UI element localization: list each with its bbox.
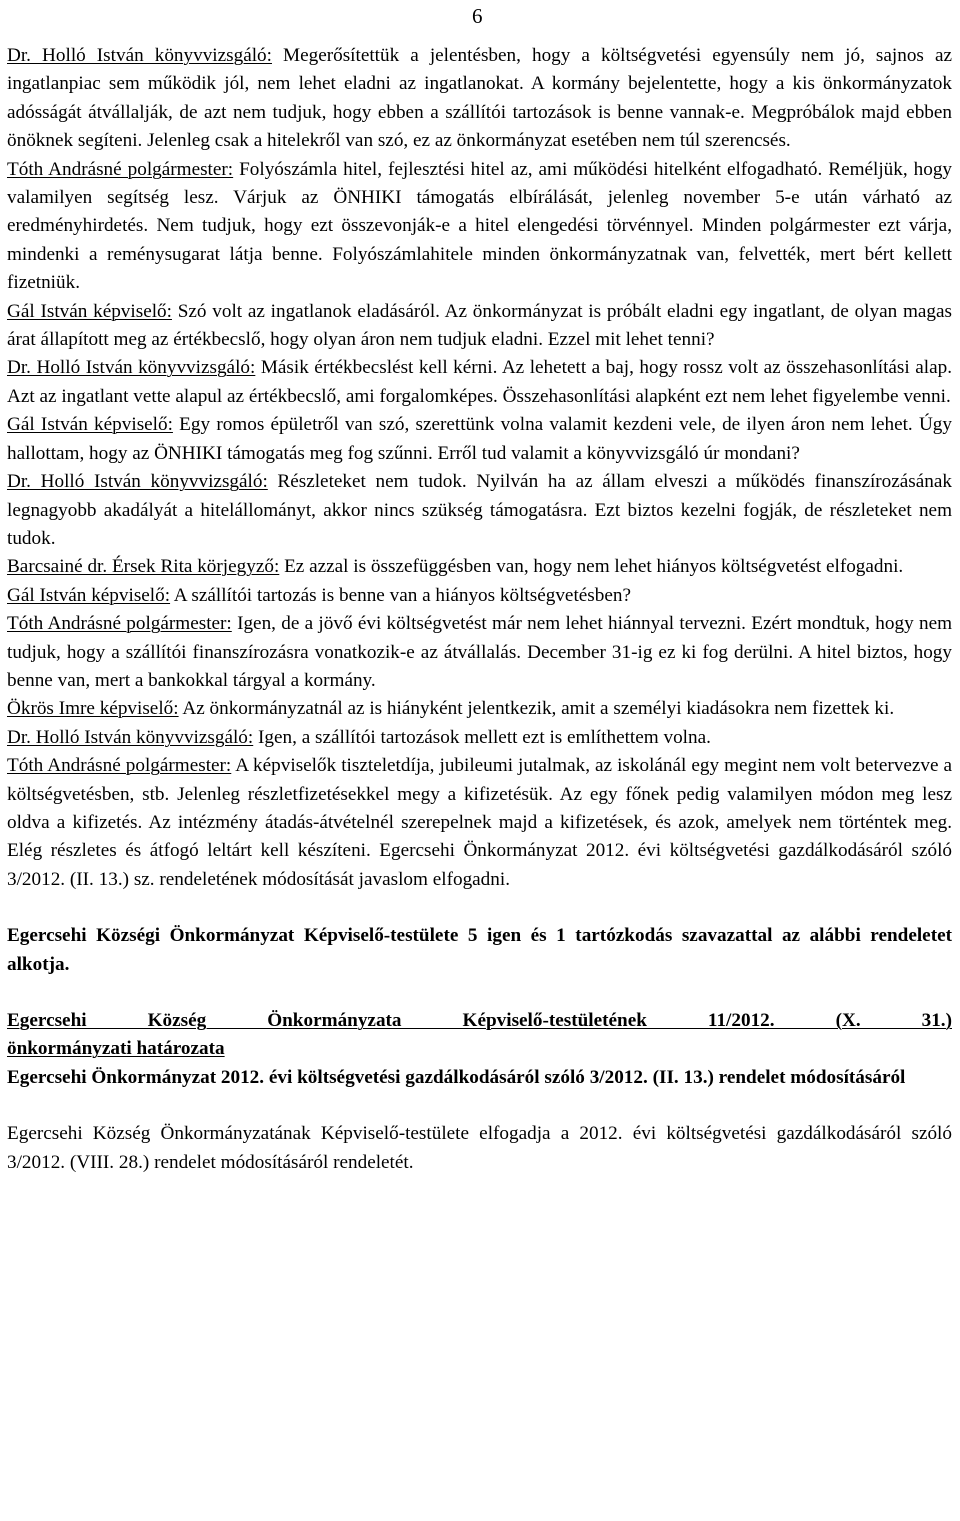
paragraph-8	[7, 582, 952, 610]
resolution-subject: Egercsehi Önkormányzat 2012. évi költségvetési gazdálkodásáról szóló 3/2012. (II. 13.) rendelet módosításáról	[7, 1066, 906, 1088]
statement-text: Ez azzal is összefüggésben van, hogy nem lehet hiányos költségvetést elfogadni.	[279, 556, 904, 578]
speaker-name: Dr. Holló István könyvvizsgáló:	[7, 726, 254, 748]
speaker-name: Ökrös Imre képviselő:	[7, 698, 179, 720]
paragraph-10	[7, 695, 952, 723]
spacer	[7, 894, 952, 922]
statement-text: Az önkormányzatnál az is hiányként jelentkezik, amit a személyi kiadásokra nem fizettek ki.	[178, 698, 895, 720]
paragraph-12	[7, 752, 952, 894]
statement-text: Másik értékbecslést kell kérni. Az lehetett a baj, hogy rossz volt az összehasonlítási alap. Azt az ingatlant vette alapul az értékbecslő, ami forgalomképes. Összehasonlítási alapként ezt nem lehet figyelembe venni.	[7, 357, 952, 407]
speaker-name: Dr. Holló István könyvvizsgáló:	[7, 471, 268, 493]
statement-text: Folyószámla hitel, fejlesztési hitel az, ami működési hitelként elfogadható. Reméljük, hogy valamilyen segítség lesz. Várjuk az ÖNHIKI támogatás elbírálását, jelenleg november 5-e után várható az eredményhirdetés. Nem tudjuk, hogy ezt összevonják-e a hitel elengedési törvénnyel. Minden polgármester ezt várja, mindenki a reménysugarat látja benne. Folyószámlahitele minden önkormányzatnak van, felvették, mert bért kellett fizetniük.	[7, 158, 953, 294]
paragraph-11	[7, 724, 952, 752]
speaker-name: Tóth Andrásné polgármester:	[7, 613, 232, 635]
statement-text: A szállítói tartozás is benne van a hiányos költségvetésben?	[170, 584, 631, 606]
statement-text: A képviselők tiszteletdíja, jubileumi jutalmak, az iskolánál egy megint nem volt betervezve a költségvetésben, stb. Jelenleg részletfizetésekkel megy a kifizetésük. Az egy főnek pedig valamilyen módon meg lesz oldva a kifizetés. Az intézmény átadás-átvételnél szerepelnek majd a kifizetések, és azok, amelyek nem történtek meg. Elég részletes és átfogó leltárt kell készíteni. Egercsehi Önkormányzat 2012. évi költségvetési gazdálkodásáról szóló 3/2012. (II. 13.) sz. rendeletének módosítását javaslom elfogadni.	[7, 755, 953, 890]
speaker-name: Gál István képviselő:	[7, 414, 173, 436]
speaker-name: Dr. Holló István könyvvizsgáló:	[7, 45, 272, 66]
resolution-body: Egercsehi Község Önkormányzatának Képviselő-testülete elfogadja a 2012. évi költségvetési gazdálkodásáról szóló 3/2012. (VIII. 28.) rendelet módosításáról rendeletét.	[7, 1123, 952, 1173]
statement-text: Egy romos épületről van szó, szerettünk volna valamit kezdeni vele, de ilyen áron nem lehet. Úgy hallottam, hogy az ÖNHIKI támogatás meg fog szűnni. Erről tud valamit a könyvvizsgáló úr mondani?	[7, 414, 952, 464]
spacer	[7, 979, 952, 1007]
resolution-heading: Egercsehi Község Önkormányzata Képviselő-testületének 11/2012. (X. 31.)	[7, 1010, 952, 1031]
paragraph-1	[7, 42, 952, 156]
speaker-name: Barcsainé dr. Érsek Rita körjegyző:	[7, 556, 280, 578]
statement-text: Részleteket nem tudok. Nyilván ha az állam elveszi a működés finanszírozásának legnagyobb akadályát a hitelállományt, akkor nincs szükség támogatásra. Ezt biztos kezelni fogják, de részleteket nem tudok.	[7, 471, 952, 549]
statement-text: Igen, de a jövő évi költségvetést már nem lehet hiánnyal tervezni. Ezért mondtuk, hogy nem tudjuk, hogy a szállítói finanszírozásra vonatkozik-e az átvállalás. December 31-ig ez ki fog derülni. A hitel biztos, hogy benne van, mert a bankokkal tárgyal a kormány.	[7, 613, 953, 691]
minutes-body	[7, 0, 952, 1177]
paragraph-5	[7, 411, 952, 468]
speaker-name: Gál István képviselő:	[7, 584, 171, 606]
speaker-name: Tóth Andrásné polgármester:	[7, 158, 234, 180]
speaker-name: Gál István képviselő:	[7, 300, 172, 322]
spacer	[7, 1092, 952, 1120]
resolution-heading-cont: önkormányzati határozata	[7, 1038, 225, 1060]
speaker-name: Dr. Holló István könyvvizsgáló:	[7, 357, 256, 379]
page-number: 6	[472, 4, 483, 28]
statement-text: Igen, a szállítói tartozások mellett ezt is említhettem volna.	[253, 726, 711, 748]
statement-text: Megerősítettük a jelentésben, hogy a költségvetési egyensúly nem jó, sajnos az ingatlanpiac sem működik jól, nem lehet eladni az ingatlanokat. A kormány bejelentette, hogy a kis önkormányzatok adósságát átvállalják, de azt nem tudjuk, hogy ebben a szállítói tartozások is benne vannak-e. Megpróbálok majd ebben önöknek segíteni. Jelenleg csak a hitelekről van szó, ez az önkormányzat esetében nem túl szerencsés.	[7, 45, 952, 152]
paragraph-2	[7, 156, 952, 298]
paragraph-9	[7, 610, 952, 695]
paragraph-3	[7, 298, 952, 355]
statement-text: Szó volt az ingatlanok eladásáról. Az önkormányzat is próbált eladni egy ingatlant, de olyan magas árat állapított meg az értékbecslő, hogy olyan áron nem tudjuk eladni. Ezzel mit lehet tenni?	[7, 300, 952, 351]
paragraph-7	[7, 553, 952, 581]
speaker-name: Tóth Andrásné polgármester:	[7, 755, 232, 777]
vote-result: Egercsehi Községi Önkormányzat Képviselő-testülete 5 igen és 1 tartózkodás szavazattal az alábbi rendeletet alkotja.	[7, 925, 952, 975]
paragraph-6	[7, 468, 952, 553]
paragraph-4	[7, 354, 952, 411]
